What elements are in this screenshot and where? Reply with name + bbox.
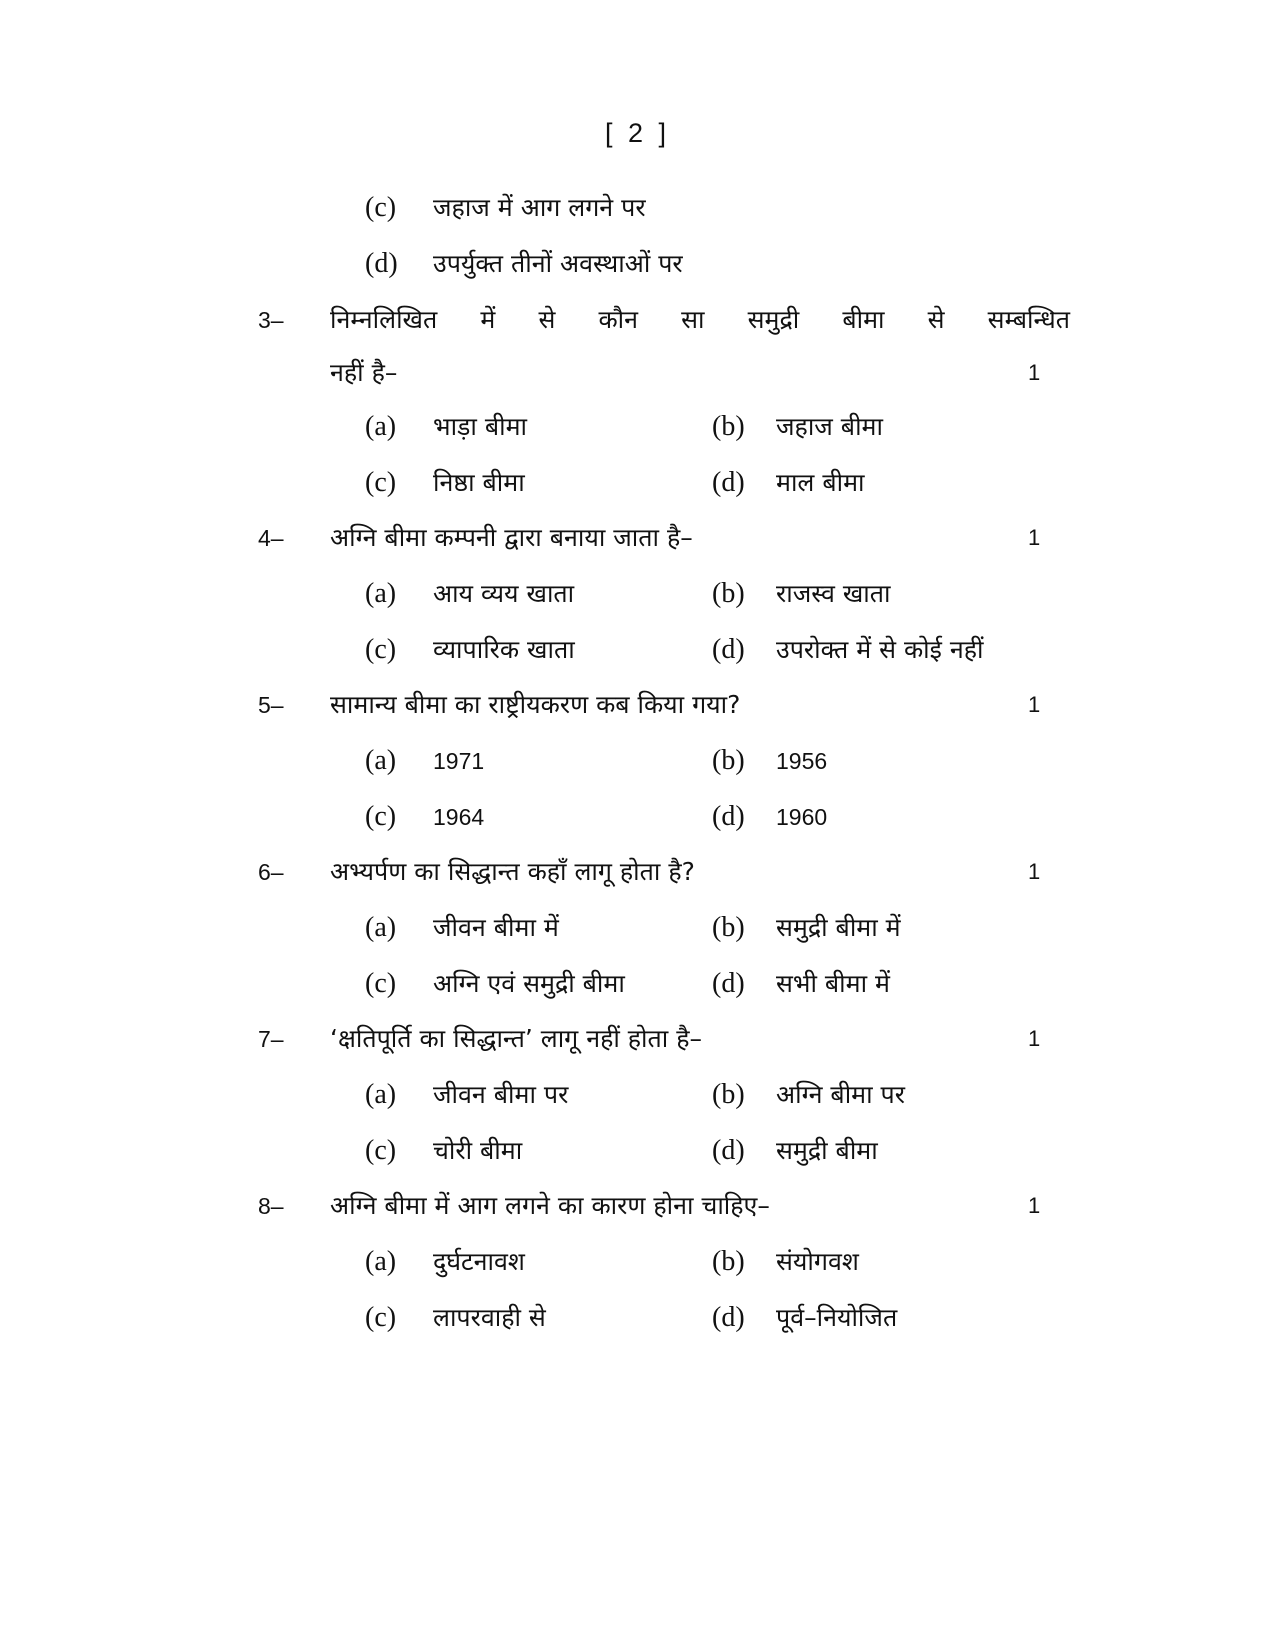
option-text: जीवन बीमा पर: [433, 1080, 569, 1109]
option-label: (d): [365, 248, 398, 279]
question-number: 5–: [258, 692, 284, 718]
option-label: (c): [365, 192, 397, 223]
option-text: दुर्घटनावश: [433, 1247, 525, 1276]
option-label: (c): [365, 801, 397, 832]
option-label: (b): [712, 578, 745, 609]
option-text: लापरवाही से: [433, 1303, 546, 1332]
option-text: 1964: [433, 804, 485, 830]
option-label: (a): [365, 411, 397, 442]
option-text: जीवन बीमा में: [433, 913, 559, 942]
option-label: (d): [712, 1135, 745, 1166]
option-text: उपरोक्त में से कोई नहीं: [776, 635, 984, 664]
question-text: अग्नि बीमा कम्पनी द्वारा बनाया जाता है–: [330, 523, 693, 552]
option-text: सभी बीमा में: [776, 969, 890, 998]
option-text: जहाज बीमा: [776, 412, 883, 441]
option-label: (d): [712, 968, 745, 999]
question-8: [0, 1186, 1275, 1226]
option-text: व्यापारिक खाता: [433, 635, 575, 664]
option-text: चोरी बीमा: [433, 1136, 523, 1165]
option-text: उपर्युक्त तीनों अवस्थाओं पर: [433, 249, 683, 278]
question-marks: 1: [1028, 360, 1041, 385]
question-marks: 1: [1028, 859, 1041, 884]
question-marks: 1: [1028, 692, 1041, 717]
question-text: ‘क्षतिपूर्ति का सिद्धान्त’ लागू नहीं होता है–: [330, 1024, 702, 1053]
option-label: (c): [365, 1135, 397, 1166]
option-text: समुद्री बीमा: [776, 1136, 878, 1165]
question-text: अग्नि बीमा में आग लगने का कारण होना चाहिए–: [330, 1191, 770, 1220]
question-3-line-2: [0, 353, 1275, 393]
option-text: समुद्री बीमा में: [776, 913, 901, 942]
question-number: 7–: [258, 1026, 284, 1052]
option-text: माल बीमा: [776, 468, 865, 497]
question-7: [0, 1019, 1275, 1059]
option-text: निष्ठा बीमा: [433, 468, 525, 497]
question-marks: 1: [1028, 1026, 1041, 1051]
question-marks: 1: [1028, 1193, 1041, 1218]
option-label: (a): [365, 1246, 397, 1277]
option-label: (d): [712, 467, 745, 498]
option-label: (d): [712, 634, 745, 665]
option-label: (d): [712, 1302, 745, 1333]
question-number: 3–: [258, 307, 284, 333]
option-text: पूर्व–नियोजित: [776, 1303, 898, 1332]
option-text: जहाज में आग लगने पर: [433, 193, 646, 222]
option-text: अग्नि बीमा पर: [776, 1080, 905, 1109]
question-text: निम्नलिखित में से कौन सा समुद्री बीमा से सम्बन्धित: [330, 305, 1070, 334]
option-label: (b): [712, 912, 745, 943]
question-5: [0, 685, 1275, 725]
option-text: आय व्यय खाता: [433, 579, 575, 608]
question-text: नहीं है–: [330, 358, 398, 387]
option-label: (a): [365, 1079, 397, 1110]
option-label: (a): [365, 745, 397, 776]
question-marks: 1: [1028, 525, 1041, 550]
question-3: [0, 300, 1275, 340]
option-label: (b): [712, 1079, 745, 1110]
option-text: 1971: [433, 748, 485, 774]
question-number: 4–: [258, 525, 284, 551]
page-number: [ 2 ]: [604, 118, 671, 148]
option-text: 1956: [776, 748, 828, 774]
question-6: [0, 852, 1275, 892]
question-number: 6–: [258, 859, 284, 885]
option-text: अग्नि एवं समुद्री बीमा: [433, 969, 625, 998]
option-label: (c): [365, 1302, 397, 1333]
option-label: (b): [712, 411, 745, 442]
option-label: (d): [712, 801, 745, 832]
option-label: (a): [365, 912, 397, 943]
question-text: अभ्यर्पण का सिद्धान्त कहाँ लागू होता है?: [330, 857, 695, 886]
option-label: (b): [712, 1246, 745, 1277]
option-label: (a): [365, 578, 397, 609]
option-label: (c): [365, 467, 397, 498]
question-4: [0, 518, 1275, 558]
option-label: (c): [365, 968, 397, 999]
option-label: (c): [365, 634, 397, 665]
option-text: 1960: [776, 804, 828, 830]
option-label: (b): [712, 745, 745, 776]
question-text: सामान्य बीमा का राष्ट्रीयकरण कब किया गया?: [330, 690, 741, 719]
option-text: भाड़ा बीमा: [433, 412, 528, 441]
question-number: 8–: [258, 1193, 284, 1219]
option-text: संयोगवश: [776, 1247, 859, 1276]
option-text: राजस्व खाता: [776, 579, 891, 608]
